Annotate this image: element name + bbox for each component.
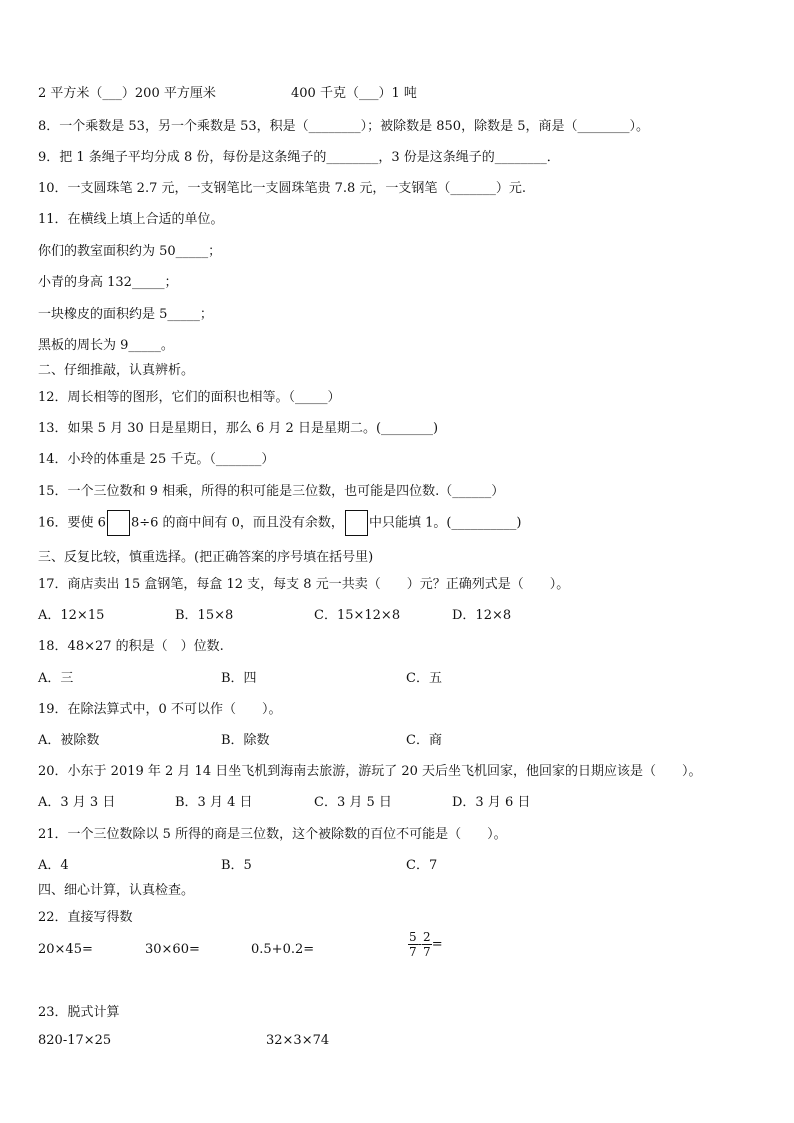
question-22-title: 22．直接写得数 [38,910,133,925]
question-12: 12．周长相等的图形，它们的面积也相等。（_____） [38,390,341,405]
numerator: 5 [409,930,417,944]
option-c: C．商 [406,733,442,748]
question-16-part2: 8÷6 的商中间有 0，而且没有余数， [130,515,344,531]
question-16 [38,510,522,537]
digit-box [107,510,130,536]
fraction [408,930,418,959]
question-15: 15．一个三位数和 9 相乘，所得的积可能是三位数，也可能是四位数.（______） [38,484,505,499]
fraction [422,930,432,959]
section-heading: 四、细心计算，认真检查。 [38,883,195,898]
option-d: D．3 月 6 日 [452,795,531,810]
option-a: A．12×15 [38,608,105,623]
calc-expression: 32×3×74 [266,1033,330,1048]
calc-expression: 30×60= [145,942,200,957]
unit-compare-a: 2 平方米（___）200 平方厘米 [38,86,216,101]
option-b: B．四 [221,671,257,686]
calc-expression: 0.5+0.2= [251,942,315,957]
question-11-title: 11．在横线上填上合适的单位。 [38,212,224,227]
option-b: B．3 月 4 日 [175,795,253,810]
question-20-stem: 20．小东于 2019 年 2 月 14 日坐飞机到海南去旅游，游玩了 20 天后坐飞机回家，他回家的日期应该是（ ）。 [38,764,702,779]
question-17-stem: 17．商店卖出 15 盒钢笔，每盒 12 支，每支 8 元一共卖（ ）元？正确列式是（ ）。 [38,577,570,592]
question-9: 9．把 1 条绳子平均分成 8 份，每份是这条绳子的________，3 份是这条绳子的________． [38,150,560,165]
question-11-item: 小青的身高 132_____； [38,275,178,290]
denominator: 7 [423,945,431,959]
equals-sign: = [431,937,443,952]
question-11-item: 一块橡皮的面积约是 5_____； [38,307,213,322]
fraction-expression [408,930,443,959]
question-11-item: 黑板的周长为 9_____。 [38,338,174,353]
minus-sign: - [417,937,423,952]
option-b: B．5 [221,858,252,873]
question-14: 14．小玲的体重是 25 千克。（_______） [38,452,275,467]
option-b: B．除数 [221,733,270,748]
question-13: 13．如果 5 月 30 日是星期日，那么 6 月 2 日是星期二。(________) [38,421,439,436]
digit-box [345,510,368,536]
question-19-stem: 19．在除法算式中，0 不可以作（ ）。 [38,702,282,717]
option-c: C．15×12×8 [314,608,401,623]
question-8: 8．一个乘数是 53，另一个乘数是 53，积是（________）；被除数是 850，除数是 5，商是（________）。 [38,119,649,134]
option-b: B．15×8 [175,608,234,623]
unit-compare-b: 400 千克（___）1 吨 [291,86,417,101]
option-a: A．被除数 [38,733,100,748]
option-a: A．三 [38,671,74,686]
denominator: 7 [409,945,417,959]
calc-expression: 820-17×25 [38,1033,112,1048]
section-heading: 三、反复比较，慎重选择。(把正确答案的序号填在括号里) [38,550,374,565]
question-16-part1: 16．要使 6 [38,515,106,531]
option-c: C．7 [406,858,438,873]
question-21-stem: 21．一个三位数除以 5 所得的商是三位数，这个被除数的百位不可能是（ ）。 [38,827,507,842]
option-d: D．12×8 [452,608,512,623]
option-a: A．3 月 3 日 [38,795,116,810]
question-18-stem: 18．48×27 的积是（ ）位数. [38,639,224,654]
option-a: A．4 [38,858,69,873]
option-c: C．3 月 5 日 [314,795,392,810]
section-heading: 二、仔细推敲，认真辨析。 [38,363,195,378]
question-23-title: 23．脱式计算 [38,1005,120,1020]
question-10: 10．一支圆珠笔 2.7 元，一支钢笔比一支圆珠笔贵 7.8 元，一支钢笔（_______）元. [38,181,527,196]
calc-expression: 20×45= [38,942,93,957]
numerator: 2 [423,930,431,944]
option-c: C．五 [406,671,442,686]
question-11-item: 你们的教室面积约为 50_____； [38,244,222,259]
question-16-part3: 中只能填 1。(__________) [368,515,522,531]
